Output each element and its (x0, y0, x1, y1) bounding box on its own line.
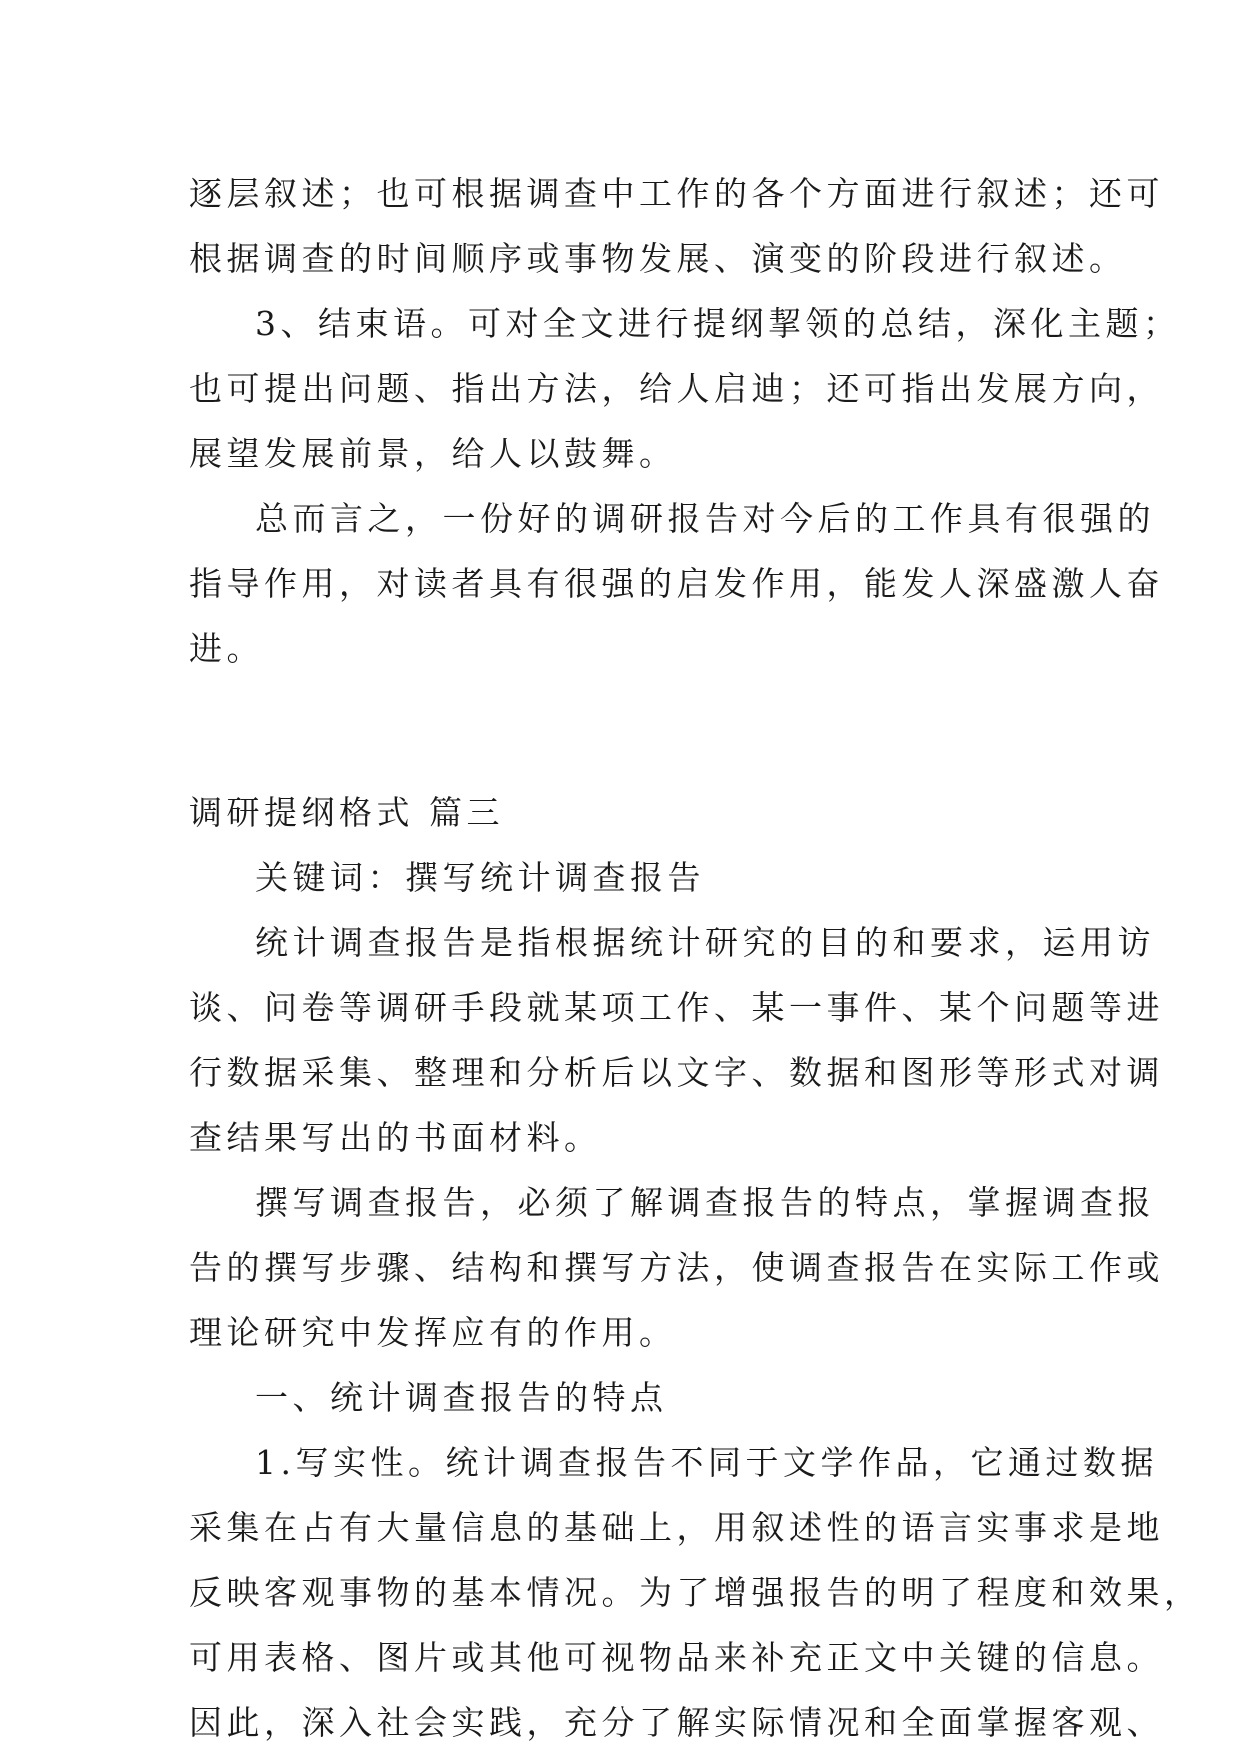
text-line: 查结果写出的书面材料。 (189, 1118, 602, 1157)
text-line: 可用表格、图片或其他可视物品来补充正文中关键的信息。 (189, 1638, 1164, 1677)
text-line: 因此，深入社会实践，充分了解实际情况和全面掌握客观、 (189, 1703, 1164, 1742)
document-body (189, 161, 1202, 1755)
section-spacer (189, 681, 1064, 780)
text-line: 进。 (189, 629, 264, 668)
text-line: 也可提出问题、指出方法，给人启迪；还可指出发展方向， (189, 369, 1164, 408)
text-line: 1.写实性。统计调查报告不同于文学作品，它通过数据 (255, 1443, 1158, 1482)
text-line: 反映客观事物的基本情况。为了增强报告的明了程度和效果， (189, 1573, 1202, 1612)
text-line: 总而言之，一份好的调研报告对今后的工作具有很强的 (255, 499, 1155, 538)
text-line: 告的撰写步骤、结构和撰写方法，使调查报告在实际工作或 (189, 1248, 1164, 1287)
text-line: 撰写调查报告，必须了解调查报告的特点，掌握调查报 (255, 1183, 1155, 1222)
text-line: 谈、问卷等调研手段就某项工作、某一事件、某个问题等进 (189, 988, 1164, 1027)
section-heading: 调研提纲格式 篇三 (189, 793, 504, 832)
text-line: 指导作用，对读者具有很强的启发作用，能发人深盛激人奋 (189, 564, 1164, 603)
text-line: 采集在占有大量信息的基础上，用叙述性的语言实事求是地 (189, 1508, 1164, 1547)
text-line: 展望发展前景，给人以鼓舞。 (189, 434, 677, 473)
text-line: 理论研究中发挥应有的作用。 (189, 1313, 677, 1352)
keywords-line: 关键词：撰写统计调查报告 (255, 858, 705, 897)
text-line: 3、结束语。可对全文进行提纲挈领的总结，深化主题； (255, 304, 1181, 343)
text-line: 行数据采集、整理和分析后以文字、数据和图形等形式对调 (189, 1053, 1164, 1092)
text-line: 根据调查的时间顺序或事物发展、演变的阶段进行叙述。 (189, 239, 1127, 278)
text-line: 统计调查报告是指根据统计研究的目的和要求，运用访 (255, 923, 1155, 962)
text-line: 逐层叙述；也可根据调查中工作的各个方面进行叙述；还可 (189, 174, 1164, 213)
subsection-heading: 一、统计调查报告的特点 (255, 1378, 668, 1417)
